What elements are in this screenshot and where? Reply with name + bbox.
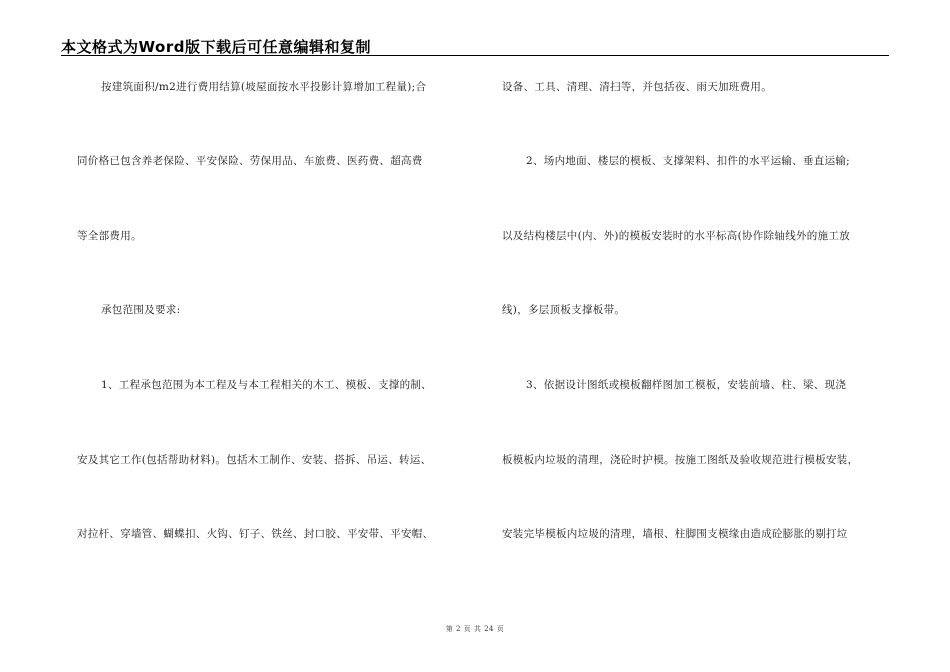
header-rule — [61, 55, 889, 56]
paragraph-line: 设备、工具、清理、清扫等，并包括夜、雨天加班费用。 — [502, 81, 772, 93]
page-number-footer: 第 2 页 共 24 页 — [445, 625, 505, 633]
paragraph-line: 线)，多层顶板支撑板带。 — [502, 304, 626, 316]
paragraph-line: 安装完毕模板内垃圾的清理，墙根、柱脚围支模缘由造成砼膨胀的剔打垃 — [502, 528, 848, 540]
paragraph-line: 板模板内垃圾的清理，浇砼时护模。按施工图纸及验收规范进行模板安装， — [502, 454, 859, 466]
paragraph-line: 2、场内地面、楼层的模板、支撑架料、扣件的水平运输、垂直运输; — [526, 155, 851, 167]
paragraph-line: 等全部费用。 — [77, 230, 142, 242]
paragraph-line: 按建筑面积/m2进行费用结算(坡屋面按水平投影计算增加工程量);合 — [101, 81, 427, 93]
section-heading: 承包范围及要求: — [101, 304, 181, 316]
paragraph-line: 以及结构楼层中(内、外)的模板安装时的水平标高(协作除轴线外的施工放 — [502, 230, 850, 242]
paragraph-line: 3、依据设计图纸或模板翻样图加工模板，安装前墙、柱、梁、现浇 — [526, 379, 847, 391]
paragraph-line: 同价格已包含养老保险、平安保险、劳保用品、车旅费、医药费、超高费 — [77, 155, 423, 167]
page-header-title: 本文格式为Word版下载后可任意编辑和复制 — [61, 38, 371, 56]
paragraph-line: 安及其它工作(包括帮助材料)。包括木工制作、安装、搭拆、吊运、转运、 — [77, 454, 432, 466]
paragraph-line: 对拉杆、穿墙管、蝴蝶扣、火钩、钉子、铁丝、封口胶、平安带、平安帽、 — [77, 528, 434, 540]
paragraph-line: 1、工程承包范围为本工程及与本工程相关的木工、模板、支撑的制、 — [101, 379, 432, 391]
